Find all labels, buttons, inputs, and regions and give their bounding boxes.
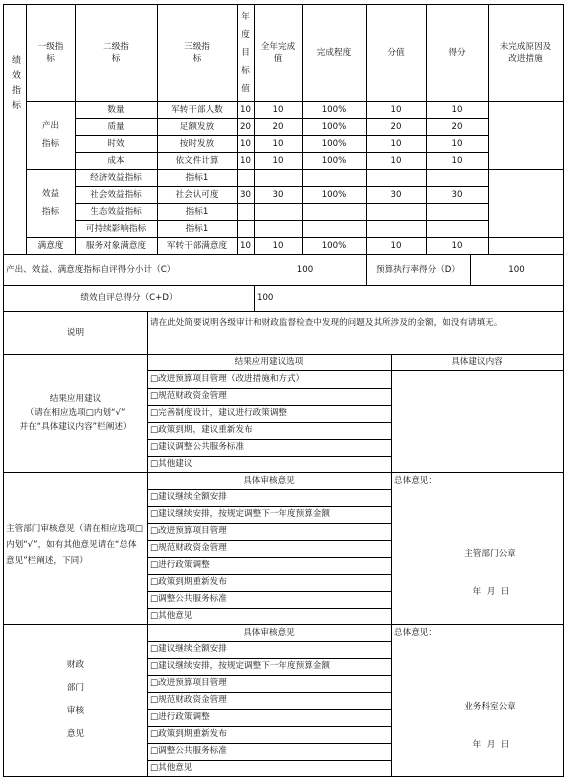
checkbox-option[interactable]: □建议调整公共服务标准: [150, 442, 245, 452]
col-header-score-value: 分值: [387, 47, 405, 58]
indicator-level3: 足额发放: [179, 121, 215, 132]
checkbox-option[interactable]: □规范财政资金管理: [150, 695, 227, 705]
col-header-score-got: 得分: [448, 47, 466, 58]
subtotal-label: 产出、效益、满意度指标自评得分小计（C）: [6, 264, 176, 275]
indicator-level2: 时效: [107, 138, 125, 149]
group-satisfaction: 满意度: [37, 240, 64, 251]
indicator-completion: 100%: [321, 155, 347, 166]
indicator-actual: 30: [272, 189, 284, 200]
finance-overall-opinion: 总体意见：: [394, 627, 437, 638]
dept-overall-opinion: 总体意见：: [394, 475, 437, 486]
grid-line: [563, 4, 564, 777]
indicator-completion: 100%: [321, 121, 347, 132]
finance-seal: 业务科室公章: [464, 702, 516, 712]
checkbox-option[interactable]: □建议继续全额安排: [150, 492, 227, 502]
indicator-target: 20: [240, 121, 251, 132]
indicator-score-got: 10: [451, 240, 463, 251]
indicator-level3: 社会认可度: [175, 189, 219, 200]
indicator-level3: 指标1: [185, 223, 209, 234]
col-header-level2: 二级指标: [103, 41, 129, 64]
indicator-actual: 10: [272, 104, 284, 115]
indicator-score-value: 10: [390, 240, 402, 251]
checkbox-option[interactable]: □改进预算项目管理（改进措施和方式）: [150, 374, 305, 384]
indicator-score-got: 10: [451, 155, 463, 166]
indicator-score-value: 10: [390, 104, 402, 115]
indicator-level2: 可持续影响指标: [85, 223, 147, 234]
total-label: 绩效自评总得分（C+D）: [80, 293, 178, 303]
result-content-header: 具体建议内容: [451, 357, 503, 367]
dept-seal: 主管部门公章: [464, 549, 516, 559]
finance-label-line: 意见: [66, 729, 85, 739]
subtotal-value: 100: [296, 264, 314, 275]
col-header-annual-target: 年度目标值: [241, 11, 250, 94]
dept-review-header: 具体审核意见: [243, 475, 295, 486]
indicator-target: 10: [240, 155, 251, 166]
checkbox-option[interactable]: □建议继续安排，按规定调整下一年度预算金额: [150, 509, 330, 519]
finance-label-line: 财政: [66, 660, 85, 670]
indicator-actual: 10: [272, 138, 284, 149]
checkbox-option[interactable]: □改进预算项目管理: [150, 678, 227, 688]
checkbox-option[interactable]: □进行政策调整: [150, 560, 210, 570]
indicator-completion: 100%: [321, 104, 347, 115]
result-label-line: 结果应用建议: [49, 394, 102, 404]
indicator-level2: 生态效益指标: [90, 206, 142, 217]
indicator-actual: 10: [272, 155, 284, 166]
budget-execution-value: 100: [508, 264, 525, 275]
indicator-score-value: 20: [390, 121, 402, 132]
note-label: 说明: [66, 327, 85, 338]
indicator-level2: 服务对象满意度: [85, 240, 147, 251]
indicator-level3: 军转干部满意度: [166, 240, 228, 251]
checkbox-option[interactable]: □进行政策调整: [150, 712, 210, 722]
indicator-score-got: 30: [451, 189, 463, 200]
indicator-level2: 数量: [107, 104, 125, 115]
checkbox-option[interactable]: □完善制度设计，建议进行政策调整: [150, 408, 288, 418]
indicator-target: 30: [240, 189, 251, 200]
indicator-target: 10: [240, 104, 251, 115]
dept-date: 年 月 日: [472, 587, 510, 597]
indicator-level2: 社会效益指标: [90, 189, 142, 200]
indicator-target: 10: [240, 240, 251, 251]
finance-label-line: 审核: [66, 706, 85, 716]
finance-label-line: 部门: [66, 683, 85, 693]
result-label: [4, 354, 147, 472]
checkbox-option[interactable]: □其他意见: [150, 763, 193, 773]
group-output: 产出指标: [41, 121, 60, 149]
indicator-level3: 依文件计算: [175, 155, 219, 166]
checkbox-option[interactable]: □规范财政资金管理: [150, 543, 227, 553]
indicator-level2: 经济效益指标: [90, 172, 142, 183]
checkbox-option[interactable]: □建议继续全额安排: [150, 644, 227, 654]
checkbox-option[interactable]: □建议继续安排，按规定调整下一年度预算金额: [150, 661, 330, 671]
group-benefit: 效益指标: [41, 189, 60, 217]
checkbox-option[interactable]: □改进预算项目管理: [150, 526, 227, 536]
indicator-score-value: 10: [390, 155, 402, 166]
finance-date: 年 月 日: [472, 740, 510, 750]
indicator-level2: 质量: [107, 121, 125, 132]
note-text: 请在此处简要说明各级审计和财政监督检查中发现的问题及其所涉及的金额，如没有请填无。: [150, 318, 503, 328]
performance-indicators-label: 绩效指标: [10, 55, 20, 115]
indicator-completion: 100%: [321, 189, 347, 200]
indicator-score-got: 10: [451, 104, 463, 115]
checkbox-option[interactable]: □调整公共服务标准: [150, 746, 227, 756]
indicator-level3: 按时发放: [179, 138, 215, 149]
indicator-completion: 100%: [321, 138, 347, 149]
budget-execution-label: 预算执行率得分（D）: [376, 264, 460, 275]
checkbox-option[interactable]: □政策到期，建议重新发布: [150, 425, 253, 435]
indicator-level2: 成本: [107, 155, 125, 166]
result-label-line: （请在相应选项□内划“√”: [25, 408, 126, 418]
indicator-actual: 20: [272, 121, 284, 132]
checkbox-option[interactable]: □规范财政资金管理: [150, 391, 227, 401]
indicator-level3: 指标1: [185, 172, 209, 183]
indicator-actual: 10: [272, 240, 284, 251]
col-header-level3: 三级指标: [184, 41, 210, 64]
checkbox-option[interactable]: □政策到期重新发布: [150, 729, 227, 739]
result-label-line: 并在“具体建议内容”栏阐述）: [19, 422, 132, 432]
indicator-level3: 指标1: [185, 206, 209, 217]
finance-review-header: 具体审核意见: [243, 627, 295, 638]
checkbox-option[interactable]: □其他建议: [150, 459, 193, 469]
result-options-header: 结果应用建议选项: [234, 357, 304, 367]
col-header-actual: 全年完成值: [260, 41, 296, 64]
checkbox-option[interactable]: □调整公共服务标准: [150, 594, 227, 604]
indicator-score-value: 30: [390, 189, 402, 200]
indicator-completion: 100%: [321, 240, 347, 251]
indicator-score-got: 20: [451, 121, 463, 132]
dept-review-label: 主管部门审核意见（请在相应选项□内划“√”，如有其他意见请在“总体意见”栏阐述，下同）: [6, 524, 144, 566]
col-header-reason: 未完成原因及改进措施: [499, 41, 552, 64]
col-header-completion: 完成程度: [316, 47, 352, 58]
indicator-level3: 军转干部人数: [171, 104, 223, 115]
col-header-level1: 一级指标: [37, 41, 64, 64]
indicator-score-got: 10: [451, 138, 463, 149]
total-value: 100: [257, 293, 274, 303]
checkbox-option[interactable]: □政策到期重新发布: [150, 577, 227, 587]
finance-review-label: [4, 655, 147, 745]
indicator-score-value: 10: [390, 138, 402, 149]
indicator-target: 10: [240, 138, 251, 149]
checkbox-option[interactable]: □其他意见: [150, 611, 193, 621]
